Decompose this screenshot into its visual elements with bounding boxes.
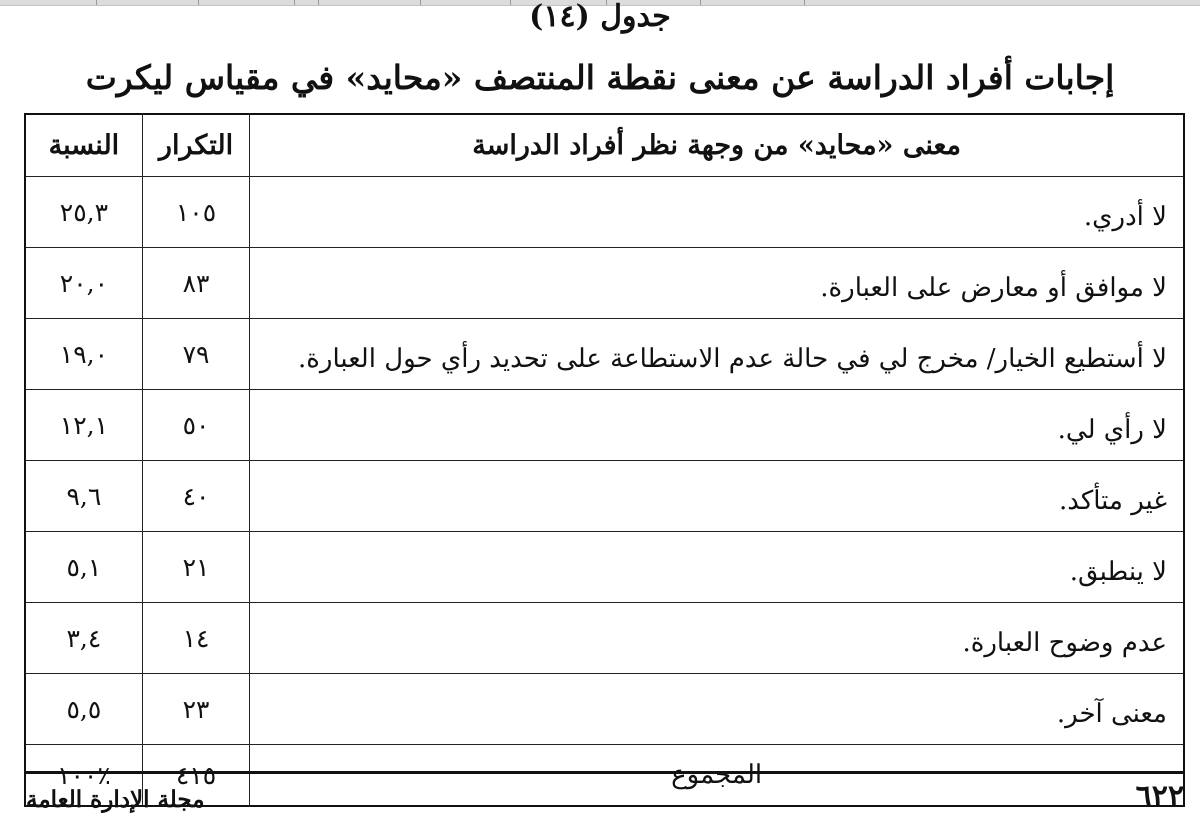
row-percent: ١٢,١ [25, 390, 142, 461]
table-row [25, 319, 1184, 390]
row-frequency: ٢٣ [142, 674, 249, 745]
header-percent: النسبة [25, 114, 142, 177]
row-meaning: عدم وضوح العبارة. [250, 603, 1184, 674]
journal-name: مجلة الإدارة العامة [26, 786, 205, 813]
row-percent: ٢٥,٣ [25, 177, 142, 248]
row-frequency: ٢١ [142, 532, 249, 603]
total-frequency: ٤١٥ [142, 745, 249, 807]
row-percent: ٣,٤ [25, 603, 142, 674]
table-caption: إجابات أفراد الدراسة عن معنى نقطة المنتصف «محايد» في مقياس ليكرت [85, 58, 1115, 97]
row-meaning: لا ينطبق. [250, 532, 1184, 603]
row-meaning: لا موافق أو معارض على العبارة. [250, 248, 1184, 319]
total-label: المجموع [250, 745, 1184, 807]
row-frequency: ١٤ [142, 603, 249, 674]
footer-divider [24, 771, 1185, 774]
row-frequency: ٨٣ [142, 248, 249, 319]
row-percent: ١٩,٠ [25, 319, 142, 390]
row-meaning: لا أدري. [250, 177, 1184, 248]
table-number: جدول (١٤) [529, 0, 671, 34]
row-meaning: معنى آخر. [250, 674, 1184, 745]
header-frequency: التكرار [142, 114, 249, 177]
row-percent: ٥,٥ [25, 674, 142, 745]
row-percent: ٢٠,٠ [25, 248, 142, 319]
table-row [25, 390, 1184, 461]
row-percent: ٥,١ [25, 532, 142, 603]
table-row [25, 532, 1184, 603]
row-percent: ٩,٦ [25, 461, 142, 532]
row-frequency: ١٠٥ [142, 177, 249, 248]
row-meaning: لا رأي لي. [250, 390, 1184, 461]
row-frequency: ٧٩ [142, 319, 249, 390]
total-percent: ٪١٠٠ [25, 745, 142, 807]
row-meaning: غير متأكد. [250, 461, 1184, 532]
table-header-row [25, 114, 1184, 177]
table-row [25, 177, 1184, 248]
table-row [25, 248, 1184, 319]
table-row [25, 461, 1184, 532]
row-frequency: ٤٠ [142, 461, 249, 532]
table-row [25, 674, 1184, 745]
row-meaning: لا أستطيع الخيار/ مخرج لي في حالة عدم الاستطاعة على تحديد رأي حول العبارة. [250, 319, 1184, 390]
header-meaning: معنى «محايد» من وجهة نظر أفراد الدراسة [250, 114, 1184, 177]
page-number: ٦٢٢ [1135, 779, 1184, 814]
responses-table [24, 113, 1185, 807]
table-row [25, 603, 1184, 674]
row-frequency: ٥٠ [142, 390, 249, 461]
